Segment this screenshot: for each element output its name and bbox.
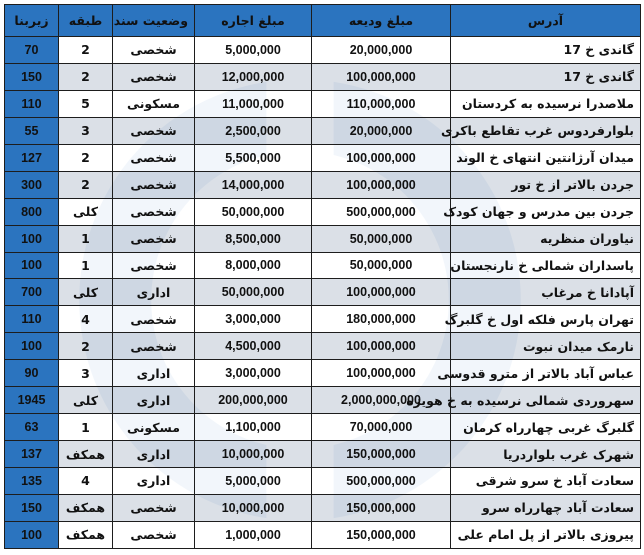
cell-doc-status: شخصی [113,252,195,279]
cell-rent: 4,500,000 [195,333,312,360]
cell-doc-status: شخصی [113,494,195,521]
cell-floor: کلی [59,387,113,414]
cell-address: نارمک میدان نبوت [451,333,641,360]
cell-area: 150 [5,63,59,90]
cell-doc-status: شخصی [113,225,195,252]
cell-area: 135 [5,468,59,495]
table-row [5,414,641,441]
cell-deposit: 100,000,000 [312,360,451,387]
cell-rent: 11,000,000 [195,90,312,117]
cell-doc-status: شخصی [113,63,195,90]
table-row [5,171,641,198]
cell-rent: 10,000,000 [195,441,312,468]
cell-deposit: 150,000,000 [312,441,451,468]
cell-area: 1945 [5,387,59,414]
cell-floor: همکف [59,441,113,468]
cell-address: جردن بالاتر از خ تور [451,171,641,198]
cell-address: گلبرگ غربی چهارراه کرمان [451,414,641,441]
cell-area: 100 [5,252,59,279]
cell-rent: 5,000,000 [195,468,312,495]
table-row [5,37,641,64]
cell-rent: 1,000,000 [195,521,312,548]
cell-deposit: 150,000,000 [312,494,451,521]
cell-area: 55 [5,117,59,144]
cell-floor: 2 [59,37,113,64]
cell-doc-status: شخصی [113,171,195,198]
cell-floor: 2 [59,171,113,198]
cell-doc-status: مسکونی [113,414,195,441]
cell-area: 63 [5,414,59,441]
cell-address: آپادانا خ مرغاب [451,279,641,306]
cell-area: 90 [5,360,59,387]
cell-area: 300 [5,171,59,198]
cell-deposit: 70,000,000 [312,414,451,441]
cell-deposit: 100,000,000 [312,279,451,306]
cell-address: عباس آباد بالاتر از مترو قدوسی [451,360,641,387]
cell-floor: 3 [59,360,113,387]
cell-area: 700 [5,279,59,306]
cell-area: 127 [5,144,59,171]
header-deposit: مبلغ ودیعه [312,5,451,37]
cell-address: سعادت آباد خ سرو شرقی [451,468,641,495]
cell-rent: 3,000,000 [195,360,312,387]
cell-rent: 200,000,000 [195,387,312,414]
cell-rent: 50,000,000 [195,279,312,306]
cell-address: سهروردی شمالی نرسیده به خ هویزه [451,387,641,414]
cell-rent: 10,000,000 [195,494,312,521]
cell-floor: کلی [59,198,113,225]
cell-deposit: 50,000,000 [312,252,451,279]
table-row [5,279,641,306]
cell-floor: 3 [59,117,113,144]
cell-floor: کلی [59,279,113,306]
cell-floor: 2 [59,63,113,90]
cell-area: 100 [5,333,59,360]
cell-rent: 8,500,000 [195,225,312,252]
cell-area: 150 [5,494,59,521]
cell-floor: 5 [59,90,113,117]
cell-deposit: 20,000,000 [312,117,451,144]
table-row [5,468,641,495]
cell-rent: 3,000,000 [195,306,312,333]
cell-deposit: 150,000,000 [312,521,451,548]
cell-deposit: 100,000,000 [312,63,451,90]
cell-doc-status: شخصی [113,144,195,171]
cell-area: 137 [5,441,59,468]
cell-area: 110 [5,306,59,333]
cell-deposit: 110,000,000 [312,90,451,117]
cell-address: گاندی خ 17 [451,37,641,64]
cell-deposit: 100,000,000 [312,333,451,360]
cell-address: پیروزی بالاتر از پل امام علی [451,521,641,548]
cell-address: تهران پارس فلکه اول خ گلبرگ [451,306,641,333]
cell-address: گاندی خ 17 [451,63,641,90]
table-row [5,90,641,117]
cell-deposit: 2,000,000,000 [312,387,451,414]
cell-floor: 2 [59,333,113,360]
header-area: زیربنا [5,5,59,37]
header-doc-status: وضعیت سند [113,5,195,37]
cell-address: شهرک غرب بلواردریا [451,441,641,468]
cell-doc-status: اداری [113,441,195,468]
cell-rent: 14,000,000 [195,171,312,198]
header-floor: طبقه [59,5,113,37]
cell-rent: 50,000,000 [195,198,312,225]
cell-doc-status: شخصی [113,521,195,548]
cell-address: پاسداران شمالی خ نارنجستان [451,252,641,279]
cell-address: نیاوران منظریه [451,225,641,252]
cell-floor: 1 [59,225,113,252]
cell-floor: 4 [59,468,113,495]
cell-doc-status: مسکونی [113,90,195,117]
cell-deposit: 100,000,000 [312,171,451,198]
cell-address: بلوارفردوس غرب تقاطع باکری [451,117,641,144]
cell-floor: 4 [59,306,113,333]
cell-deposit: 180,000,000 [312,306,451,333]
cell-floor: 1 [59,414,113,441]
table-row [5,521,641,548]
table-row [5,252,641,279]
table-row [5,441,641,468]
table-row [5,387,641,414]
cell-rent: 12,000,000 [195,63,312,90]
cell-deposit: 20,000,000 [312,37,451,64]
table-row [5,333,641,360]
cell-doc-status: شخصی [113,37,195,64]
cell-address: میدان آرژانتین انتهای خ الوند [451,144,641,171]
cell-area: 800 [5,198,59,225]
cell-address: سعادت آباد چهارراه سرو [451,494,641,521]
cell-doc-status: شخصی [113,306,195,333]
cell-deposit: 500,000,000 [312,198,451,225]
cell-floor: همکف [59,521,113,548]
table-row [5,306,641,333]
cell-rent: 5,500,000 [195,144,312,171]
table-row [5,144,641,171]
header-row [5,5,641,37]
cell-floor: 2 [59,144,113,171]
header-address: آدرس [451,5,641,37]
cell-doc-status: اداری [113,387,195,414]
cell-doc-status: شخصی [113,333,195,360]
cell-floor: 1 [59,252,113,279]
cell-area: 70 [5,37,59,64]
table-row [5,360,641,387]
cell-area: 100 [5,521,59,548]
cell-deposit: 50,000,000 [312,225,451,252]
cell-rent: 1,100,000 [195,414,312,441]
table-row [5,63,641,90]
cell-rent: 5,000,000 [195,37,312,64]
cell-rent: 2,500,000 [195,117,312,144]
cell-address: ملاصدرا نرسیده به کردستان [451,90,641,117]
cell-area: 110 [5,90,59,117]
table-row [5,198,641,225]
header-rent: مبلغ اجاره [195,5,312,37]
table-row [5,494,641,521]
cell-deposit: 100,000,000 [312,144,451,171]
table-row [5,225,641,252]
cell-address: جردن بین مدرس و جهان کودک [451,198,641,225]
cell-doc-status: شخصی [113,117,195,144]
cell-doc-status: اداری [113,360,195,387]
cell-floor: همکف [59,494,113,521]
cell-doc-status: اداری [113,279,195,306]
cell-rent: 8,000,000 [195,252,312,279]
cell-doc-status: اداری [113,468,195,495]
cell-area: 100 [5,225,59,252]
rental-listings-table [4,4,641,549]
table-row [5,117,641,144]
cell-doc-status: شخصی [113,198,195,225]
cell-deposit: 500,000,000 [312,468,451,495]
